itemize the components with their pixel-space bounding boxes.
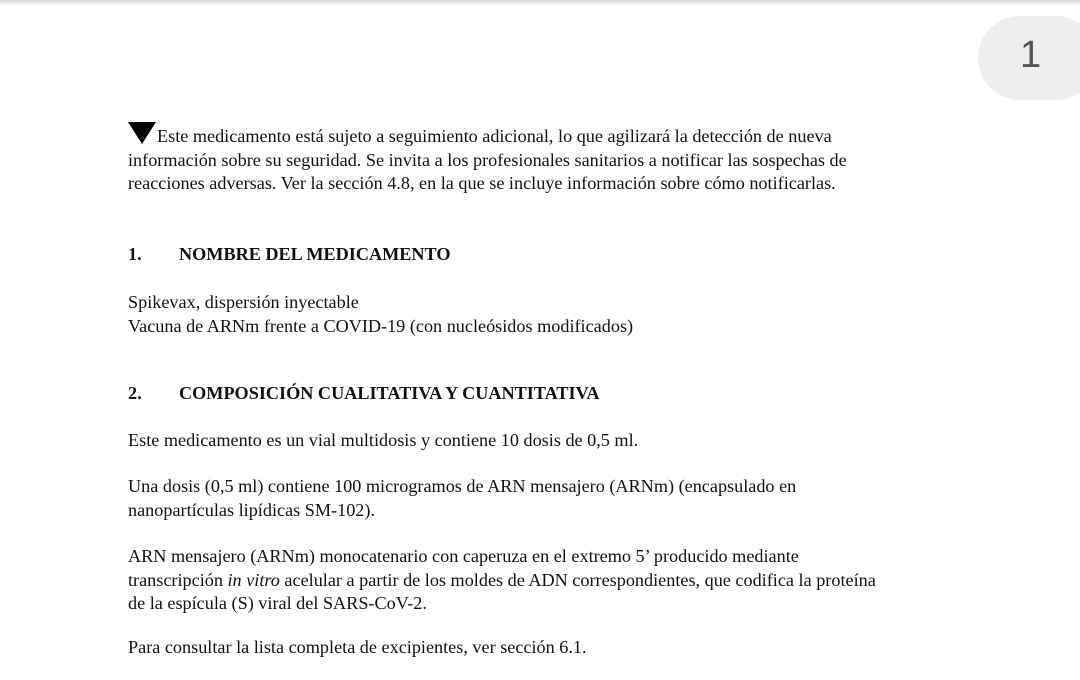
section-2-paragraph-3: ARN mensajero (ARNm) monocatenario con caperuza en el extremo 5’ producido mediante transcripción in vitro acelular a partir de los moldes de ADN correspondientes, que codifica la proteína de la espícula (S) viral del SARS-CoV-2. <box>128 546 876 613</box>
product-name: Spikevax, dispersión inyectable <box>128 292 359 312</box>
section-2-title: COMPOSICIÓN CUALITATIVA Y CUANTITATIVA <box>179 383 600 403</box>
section-2-number: 2. <box>128 383 142 403</box>
additional-monitoring-notice <box>128 122 988 196</box>
section-2-paragraph-4: Para consultar la lista completa de excipientes, ver sección 6.1. <box>128 637 587 657</box>
black-triangle-icon <box>128 122 156 144</box>
section-1-number: 1. <box>128 244 142 264</box>
product-description: Vacuna de ARNm frente a COVID-19 (con nucleósidos modificados) <box>128 315 634 336</box>
notice-line-2: información sobre su seguridad. Se invita a los profesionales sanitarios a notificar las sospechas de <box>128 149 847 170</box>
page-number: 1 <box>1020 34 1042 76</box>
notice-line-3: reacciones adversas. Ver la sección 4.8, en la que se incluye información sobre cómo notificarlas. <box>128 173 836 193</box>
section-2-paragraph-1: Este medicamento es un vial multidosis y contiene 10 dosis de 0,5 ml. <box>128 430 639 450</box>
section-2-paragraph-2: Una dosis (0,5 ml) contiene 100 microgramos de ARN mensajero (ARNm) (encapsulado en nanopartículas lipídicas SM-102). <box>128 476 797 520</box>
section-1-body <box>128 291 633 338</box>
page-indicator <box>978 16 1080 100</box>
section-1-heading <box>128 244 451 265</box>
section-1-title: NOMBRE DEL MEDICAMENTO <box>179 244 451 264</box>
italic-in-vitro: in vitro <box>227 569 280 590</box>
top-edge-shadow <box>0 0 1080 6</box>
notice-line-1: Este medicamento está sujeto a seguimiento adicional, lo que agilizará la detección de nueva <box>128 122 988 149</box>
section-2-heading <box>128 383 600 404</box>
